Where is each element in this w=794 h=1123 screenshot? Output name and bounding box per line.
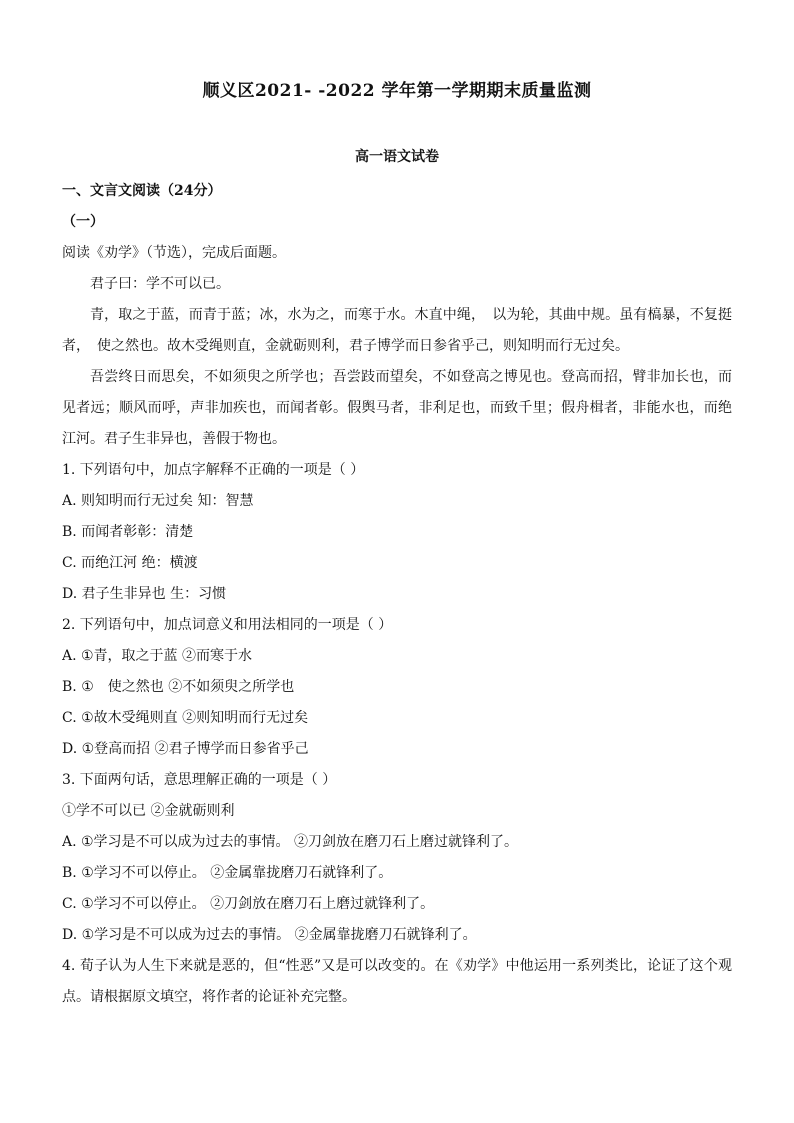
question-4-stem: 4. 荀子认为人生下来就是恶的，但“性恶”又是可以改变的。在《劝学》中他运用一系列类比，论证了这个观点。请根据原文填空，将作者的论证补充完整。 bbox=[62, 958, 732, 1005]
question-2-option-c: C. ①故木受绳则直 ②则知明而行无过矣 bbox=[62, 710, 309, 726]
question-1-option-d: D. 君子生非异也 生：习惯 bbox=[62, 586, 227, 602]
question-3-option-c: C. ①学习不可以停止。 ②刀剑放在磨刀石上磨过就锋利了。 bbox=[62, 896, 435, 912]
page-title: 顺义区2021- -2022 学年第一学期期末质量监测 bbox=[202, 81, 592, 101]
question-3-subtext: ①学不可以已 ②金就砺则利 bbox=[62, 803, 235, 819]
section-heading: 一、文言文阅读（24分） bbox=[62, 183, 222, 199]
question-3-option-b: B. ①学习不可以停止。 ②金属靠拢磨刀石就锋利了。 bbox=[62, 865, 393, 881]
question-1-stem: 1. 下列语句中，加点字解释不正确的一项是（ ） bbox=[62, 462, 365, 478]
question-1-option-c: C. 而绝江河 绝：横渡 bbox=[62, 555, 198, 571]
instruction: 阅读《劝学》（节选），完成后面题。 bbox=[62, 245, 286, 261]
part-label: （一） bbox=[62, 214, 104, 230]
question-1-option-b: B. 而闻者彰彰：清楚 bbox=[62, 524, 194, 540]
question-2-option-d: D. ①登高而招 ②君子博学而日参省乎己 bbox=[62, 741, 309, 757]
page-subtitle: 高一语文试卷 bbox=[355, 149, 439, 165]
document-body bbox=[62, 176, 732, 1013]
question-1-option-a: A. 则知明而行无过矣 知：智慧 bbox=[62, 493, 254, 509]
question-3-option-d: D. ①学习是不可以成为过去的事情。 ②金属靠拢磨刀石就锋利了。 bbox=[62, 927, 477, 943]
question-2-option-a: A. ①青，取之于蓝 ②而寒于水 bbox=[62, 648, 253, 664]
question-3-option-a: A. ①学习是不可以成为过去的事情。 ②刀剑放在磨刀石上磨过就锋利了。 bbox=[62, 834, 519, 850]
passage-paragraph-2: 青，取之于蓝，而青于蓝；冰，水为之，而寒于水。木直中绳， 以为轮，其曲中规。虽有槁暴，不复挺者， 使之然也。故木受绳则直，金就砺则利，君子博学而日参省乎己，则知明而行无过矣。 bbox=[62, 307, 732, 354]
passage-paragraph-1: 君子曰：学不可以已。 bbox=[90, 276, 230, 292]
passage-paragraph-3: 吾尝终日而思矣，不如须臾之所学也；吾尝跂而望矣，不如登高之博见也。登高而招，臂非加长也，而见者远；顺风而呼，声非加疾也，而闻者彰。假舆马者，非利足也，而致千里；假舟楫者，非能水也，而绝江河。君子生非异也，善假于物也。 bbox=[62, 369, 732, 447]
question-2-stem: 2. 下列语句中，加点词意义和用法相同的一项是（ ） bbox=[62, 617, 393, 633]
question-3-stem: 3. 下面两句话，意思理解正确的一项是（ ） bbox=[62, 772, 337, 788]
question-2-option-b: B. ① 使之然也 ②不如须臾之所学也 bbox=[62, 679, 295, 695]
